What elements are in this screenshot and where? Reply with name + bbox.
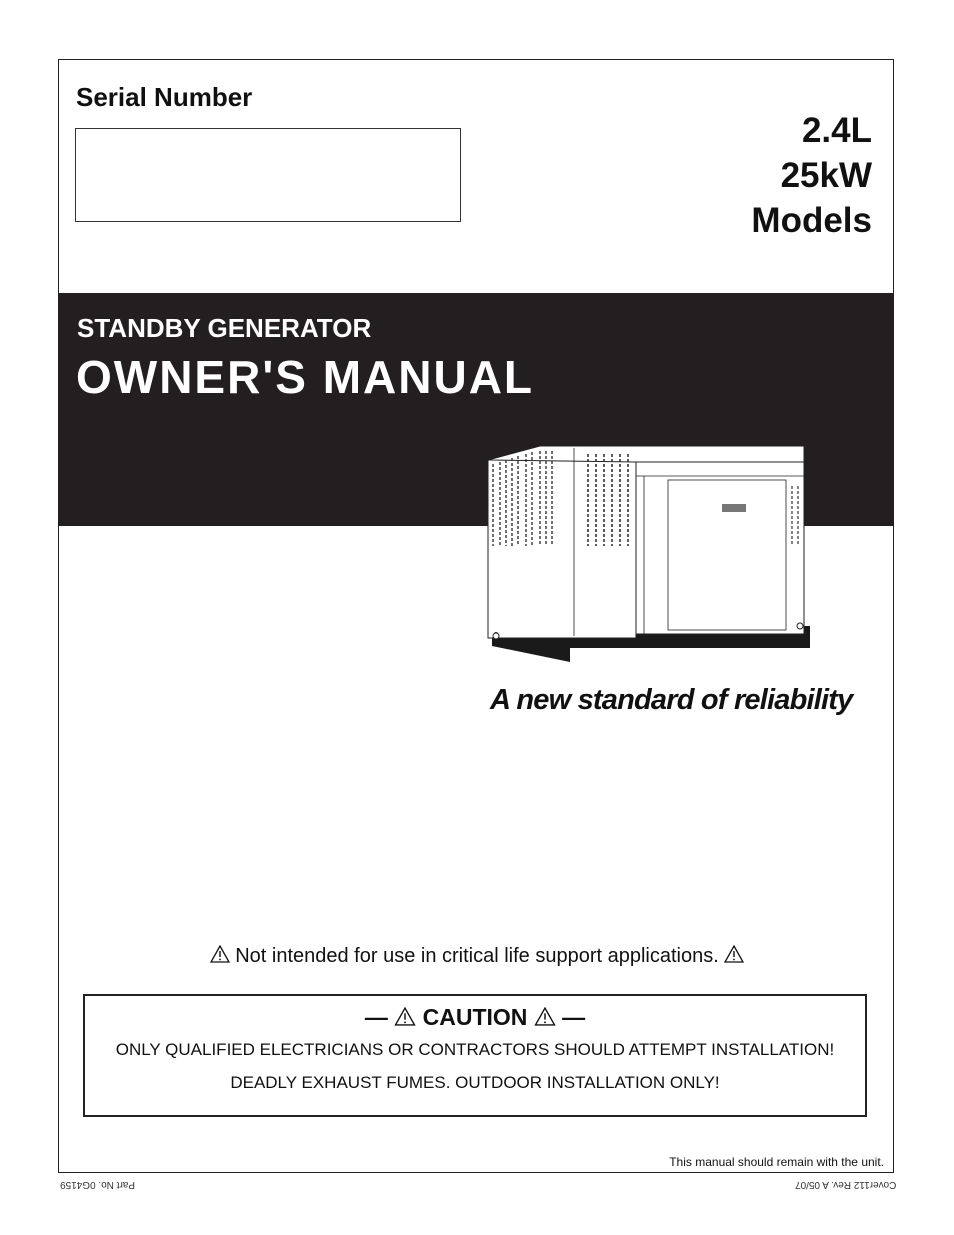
- part-number: Part No. 0G4159: [60, 1179, 136, 1190]
- warning-triangle-icon: [724, 945, 744, 963]
- serial-number-field[interactable]: [75, 128, 461, 222]
- generator-illustration: [484, 436, 814, 668]
- caution-line-1: ONLY QUALIFIED ELECTRICIANS OR CONTRACTORS SHOULD ATTEMPT INSTALLATION!: [115, 1040, 835, 1059]
- model-word: Models: [751, 201, 872, 240]
- warning-triangle-icon: [210, 945, 230, 963]
- caution-dash-left: —: [364, 1004, 388, 1030]
- banner-subtitle: STANDBY GENERATOR: [77, 313, 372, 343]
- warning-triangle-icon: [394, 1007, 416, 1026]
- remain-with-unit-note: This manual should remain with the unit.: [669, 1155, 884, 1169]
- model-info: [751, 108, 872, 243]
- cover-revision: Cover112 Rev. A 05/07: [794, 1179, 896, 1190]
- warning-text: Not intended for use in critical life support applications.: [235, 945, 719, 967]
- warning-triangle-icon: [534, 1007, 556, 1026]
- model-displacement: 2.4L: [801, 111, 872, 150]
- tagline: A new standard of reliability: [490, 684, 853, 716]
- caution-box: [83, 994, 867, 1117]
- caution-dash-right: —: [562, 1004, 586, 1030]
- life-support-warning: [0, 945, 954, 968]
- caution-heading: [85, 1004, 865, 1031]
- caution-line-2: DEADLY EXHAUST FUMES. OUTDOOR INSTALLATION ONLY!: [230, 1073, 720, 1092]
- model-power: 25kW: [780, 156, 872, 195]
- banner-title: OWNER'S MANUAL: [76, 351, 535, 403]
- caution-title: CAUTION: [422, 1004, 528, 1030]
- serial-number-label: Serial Number: [76, 82, 253, 112]
